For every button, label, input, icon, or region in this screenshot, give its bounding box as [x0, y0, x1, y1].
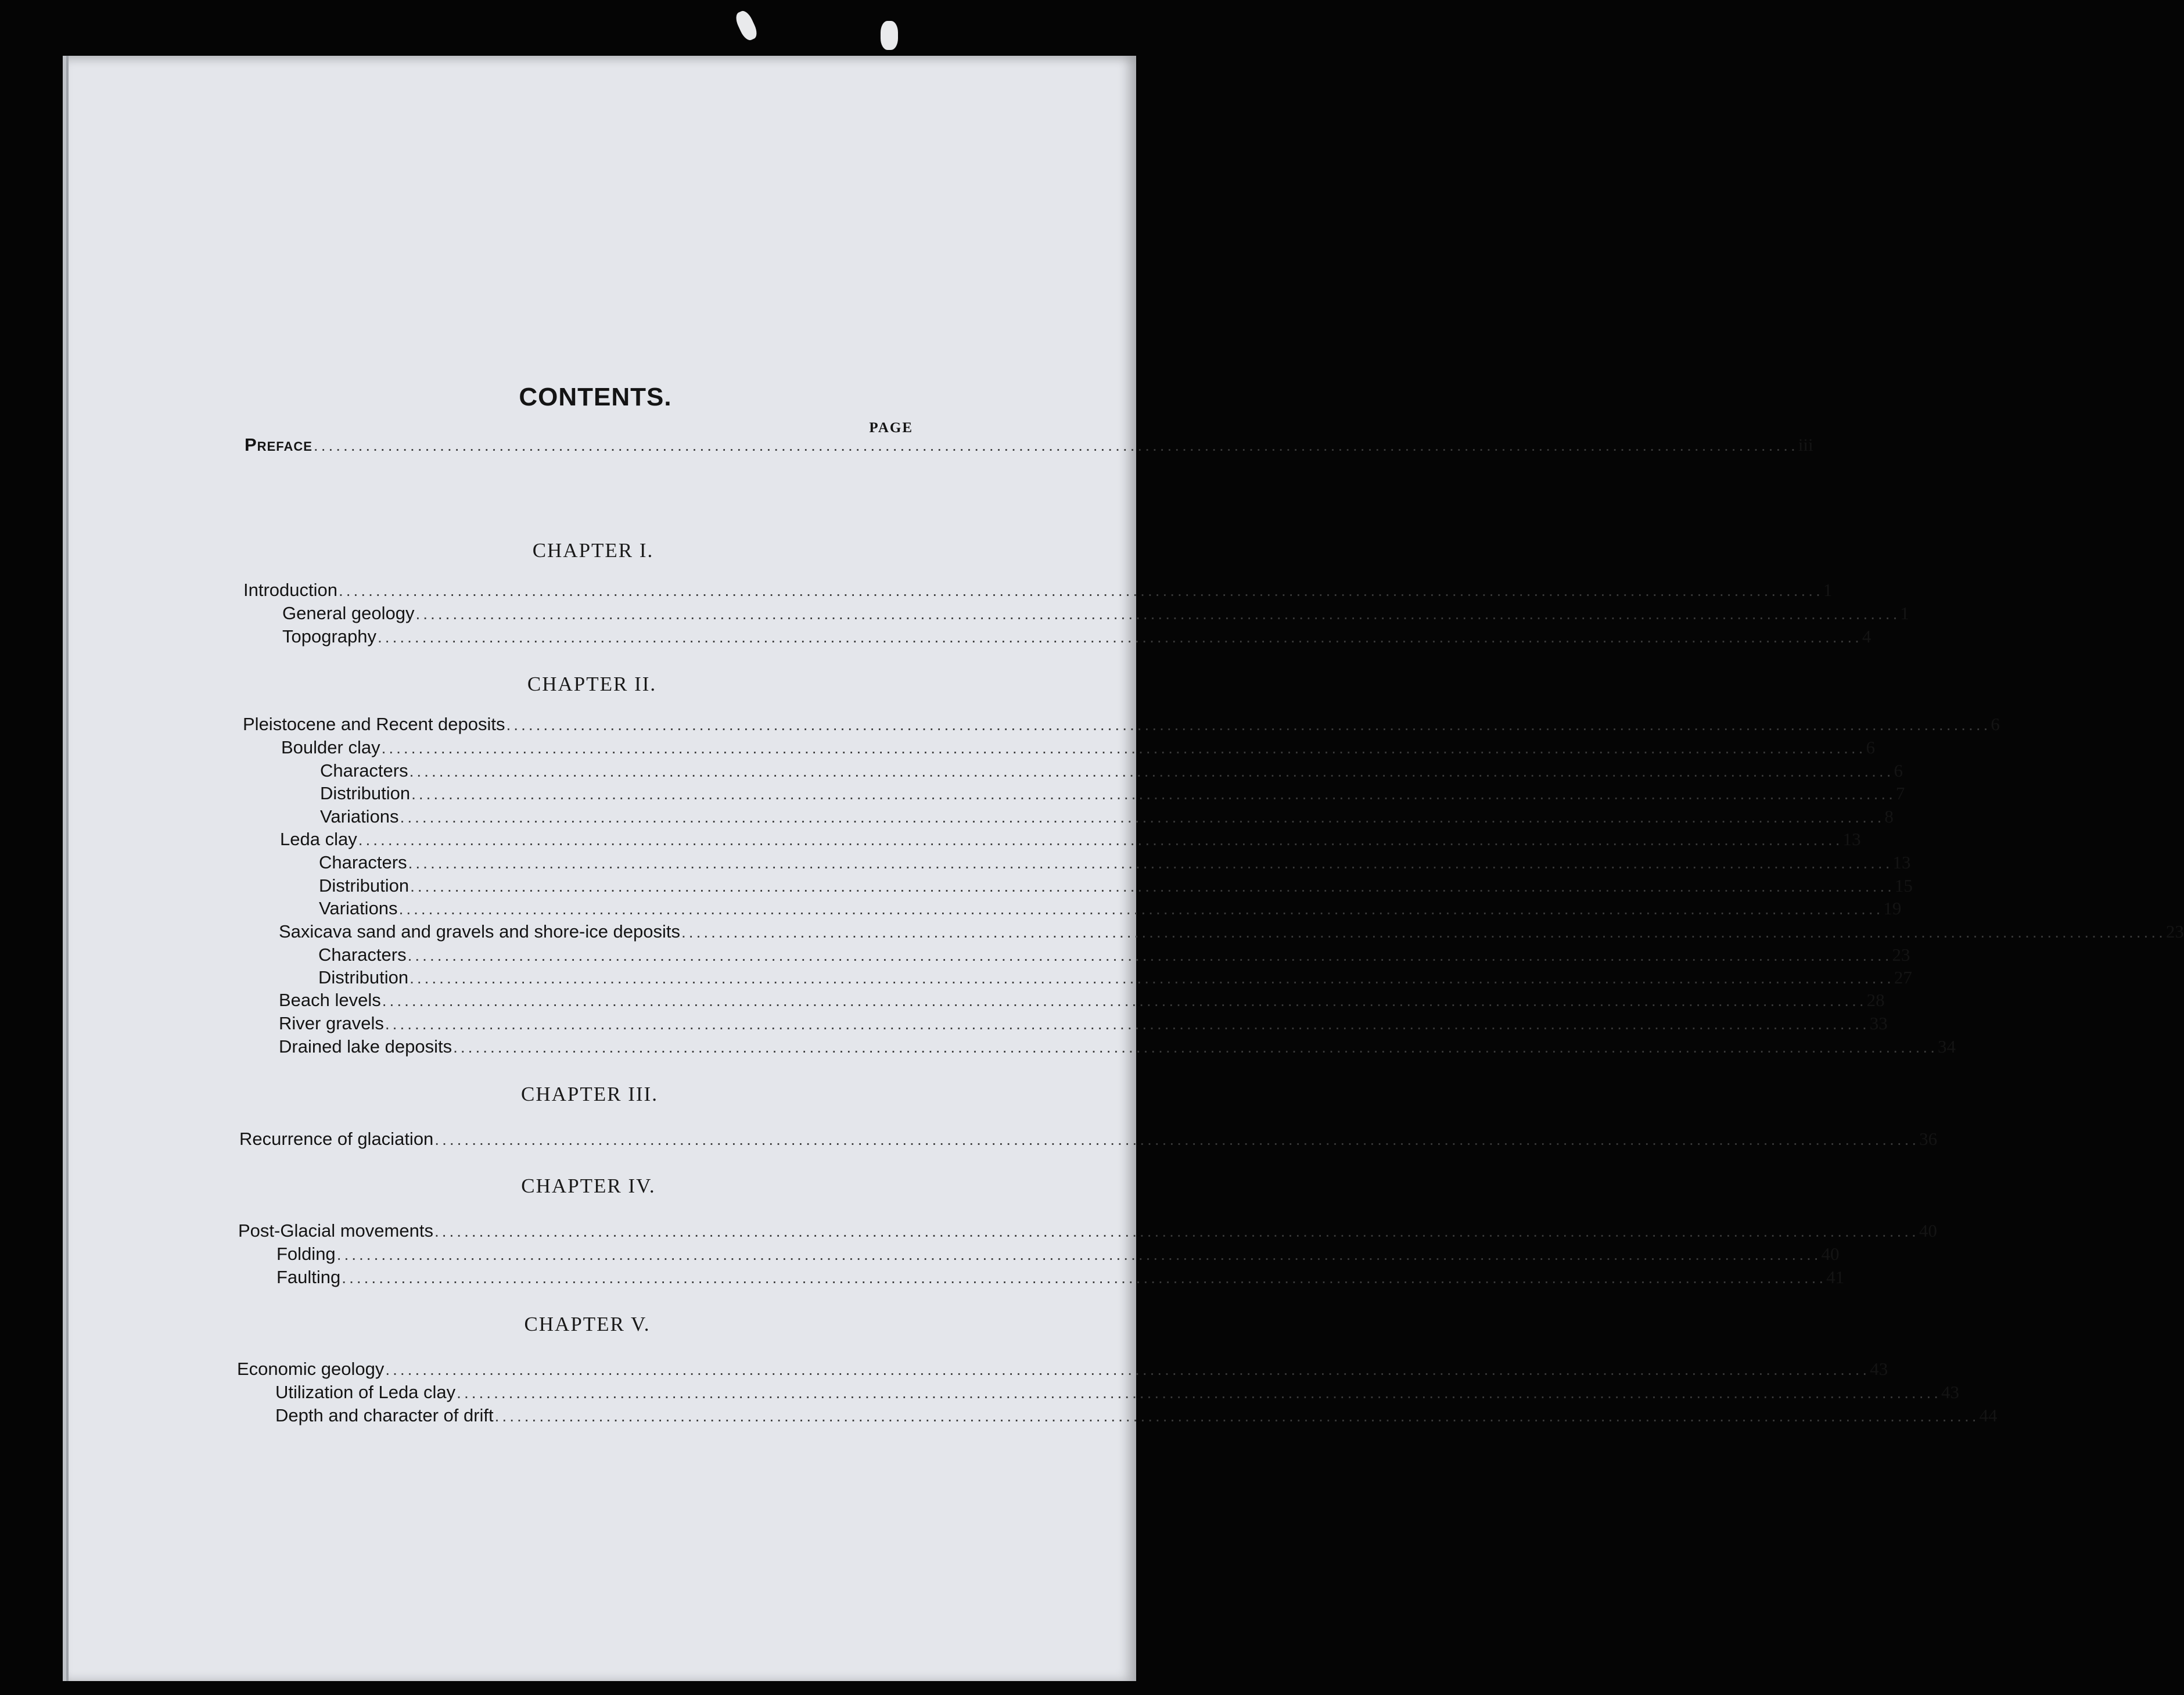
toc-entry-title: Variations: [319, 898, 398, 918]
toc-entry: [282, 626, 1872, 649]
chapter-heading: CHAPTER IV.: [521, 1175, 656, 1197]
toc-entry-title: Post-Glacial movements: [238, 1220, 433, 1241]
toc-entry-title: Utilization of Leda clay: [275, 1382, 456, 1402]
dot-leader: ........................................................................................................................................................................................................: [681, 923, 2166, 941]
dot-leader: ........................................................................................................................................................................................................: [378, 628, 1862, 646]
toc-entry-page: 1: [1900, 603, 1909, 623]
chapter-heading: CHAPTER III.: [521, 1083, 658, 1105]
toc-entry-page: 15: [1894, 875, 1913, 896]
toc-entry: [280, 829, 1861, 852]
page-column-label: PAGE: [869, 420, 913, 436]
dot-leader: ........................................................................................................................................................................................................: [358, 831, 1843, 849]
chapter-heading: CHAPTER I.: [532, 539, 654, 562]
toc-entry-page: 40: [1919, 1220, 1937, 1241]
toc-entry: [320, 760, 1903, 784]
toc-entry-title: Leda clay: [280, 829, 357, 849]
toc-entry-title: Folding: [276, 1244, 336, 1264]
toc-entry: [238, 1220, 1937, 1244]
toc-entry-page: 6: [1894, 760, 1903, 781]
dot-leader: ........................................................................................................................................................................................................: [409, 762, 1894, 780]
dot-leader: ........................................................................................................................................................................................................: [453, 1038, 1938, 1056]
toc-entry: [282, 603, 1909, 626]
toc-entry: [279, 990, 1885, 1013]
toc-entry-page: 34: [1937, 1036, 1956, 1057]
dot-leader: ........................................................................................................................................................................................................: [457, 1384, 1942, 1402]
toc-entry-page: 13: [1842, 829, 1861, 849]
toc-entry-page: 23: [1892, 945, 1910, 965]
toc-entry: [237, 1359, 1888, 1382]
toc-entry-page: 43: [1941, 1382, 1960, 1402]
dot-leader: ........................................................................................................................................................................................................: [434, 1130, 1920, 1148]
toc-entry-title: Pleistocene and Recent deposits: [243, 714, 505, 734]
dot-leader: ........................................................................................................................................................................................................: [398, 900, 1884, 918]
dot-leader: ........................................................................................................................................................................................................: [410, 969, 1894, 987]
toc-entry: [281, 737, 1875, 760]
toc-entry: [279, 1036, 1956, 1060]
toc-entry-page: 28: [1866, 990, 1885, 1010]
toc-entry: [320, 806, 1894, 829]
toc-entry-page: 6: [1866, 737, 1875, 757]
toc-entry-title: Recurrence of glaciation: [239, 1129, 434, 1149]
toc-entry-page: 44: [1979, 1405, 1998, 1425]
toc-entry-title: Topography: [282, 626, 377, 647]
dot-leader: ........................................................................................................................................................................................................: [407, 946, 1892, 964]
toc-entry: [239, 1129, 1938, 1152]
dot-leader: ........................................................................................................................................................................................................: [411, 785, 1896, 803]
toc-entry-title: Variations: [320, 806, 399, 827]
toc-entry-page: 43: [1870, 1359, 1888, 1379]
toc-entry-title: Beach levels: [279, 990, 381, 1010]
book-page: [63, 56, 2184, 1681]
toc-entry-title: Distribution: [318, 967, 409, 987]
dot-leader: ........................................................................................................................................................................................................: [336, 1245, 1822, 1263]
dot-leader: ........................................................................................................................................................................................................: [313, 436, 1798, 454]
toc-entry: [275, 1382, 1960, 1405]
toc-entry-page: 4: [1862, 626, 1872, 647]
chapter-heading: CHAPTER V.: [524, 1313, 651, 1335]
toc-entry: [319, 852, 1911, 875]
contents-title: CONTENTS.: [519, 383, 672, 411]
toc-entry-title: Distribution: [319, 875, 410, 896]
scan-speck: [881, 21, 898, 50]
toc-entry-page: iii: [1798, 434, 1813, 455]
toc-entry-title: Introduction: [243, 580, 337, 600]
toc-entry-page: 33: [1869, 1013, 1888, 1033]
toc-entry-page: 7: [1895, 783, 1905, 803]
toc-entry-title: Faulting: [276, 1267, 341, 1287]
dot-leader: ........................................................................................................................................................................................................: [339, 581, 1823, 599]
toc-entry-title: Economic geology: [237, 1359, 385, 1379]
toc-entry-page: 19: [1883, 898, 1902, 918]
toc-entry: [279, 1013, 1888, 1036]
dot-leader: ........................................................................................................................................................................................................: [342, 1269, 1827, 1287]
toc-entry-title: Preface: [245, 434, 312, 455]
toc-entry-title: Characters: [318, 945, 407, 965]
toc-entry-title: Characters: [319, 852, 407, 872]
dot-leader: ........................................................................................................................................................................................................: [400, 808, 1885, 826]
toc-entry-title: Characters: [320, 760, 408, 781]
dot-leader: ........................................................................................................................................................................................................: [385, 1360, 1870, 1378]
toc-entry: [319, 875, 1913, 899]
toc-entry-page: 36: [1919, 1129, 1938, 1149]
toc-entry-title: General geology: [282, 603, 415, 623]
dot-leader: ........................................................................................................................................................................................................: [415, 605, 1901, 623]
toc-entry-title: Drained lake deposits: [279, 1036, 452, 1057]
toc-entry-title: Saxicava sand and gravels and shore-ice deposits: [279, 921, 681, 942]
chapter-heading: CHAPTER II.: [527, 673, 657, 695]
toc-entry: [275, 1405, 1998, 1428]
dot-leader: ........................................................................................................................................................................................................: [494, 1407, 1980, 1425]
toc-entry-page: 40: [1821, 1244, 1840, 1264]
toc-entry: [243, 580, 1833, 603]
toc-entry: [318, 945, 1910, 968]
dot-leader: ........................................................................................................................................................................................................: [408, 854, 1893, 872]
toc-entry-title: River gravels: [279, 1013, 384, 1033]
toc-entry-page: 1: [1823, 580, 1833, 600]
toc-entry-page: 41: [1826, 1267, 1845, 1287]
toc-entry-page: 23: [2165, 921, 2184, 942]
toc-entry: [319, 898, 1902, 921]
toc-entry-title: Boulder clay: [281, 737, 380, 757]
toc-entry: [276, 1244, 1840, 1267]
toc-entry-page: 8: [1884, 806, 1894, 827]
page-edge: [66, 56, 69, 1681]
dot-leader: ........................................................................................................................................................................................................: [382, 992, 1867, 1010]
toc-entry: [279, 921, 2184, 945]
toc-entry-title: Distribution: [320, 783, 411, 803]
toc-entry: [243, 714, 2000, 737]
dot-leader: ........................................................................................................................................................................................................: [434, 1222, 1919, 1240]
toc-entry: [276, 1267, 1845, 1290]
dot-leader: ........................................................................................................................................................................................................: [385, 1015, 1870, 1033]
dot-leader: ........................................................................................................................................................................................................: [506, 716, 1991, 734]
toc-entry: [318, 967, 1912, 990]
toc-entry-page: 27: [1894, 967, 1912, 987]
scan-speck: [733, 9, 760, 42]
toc-entry-page: 6: [1991, 714, 2000, 734]
dot-leader: ........................................................................................................................................................................................................: [410, 877, 1895, 895]
dot-leader: ........................................................................................................................................................................................................: [381, 739, 1866, 757]
toc-entry-title: Depth and character of drift: [275, 1405, 494, 1425]
toc-entry-preface: [245, 434, 1813, 458]
toc-entry: [320, 783, 1905, 806]
toc-entry-page: 13: [1892, 852, 1911, 872]
